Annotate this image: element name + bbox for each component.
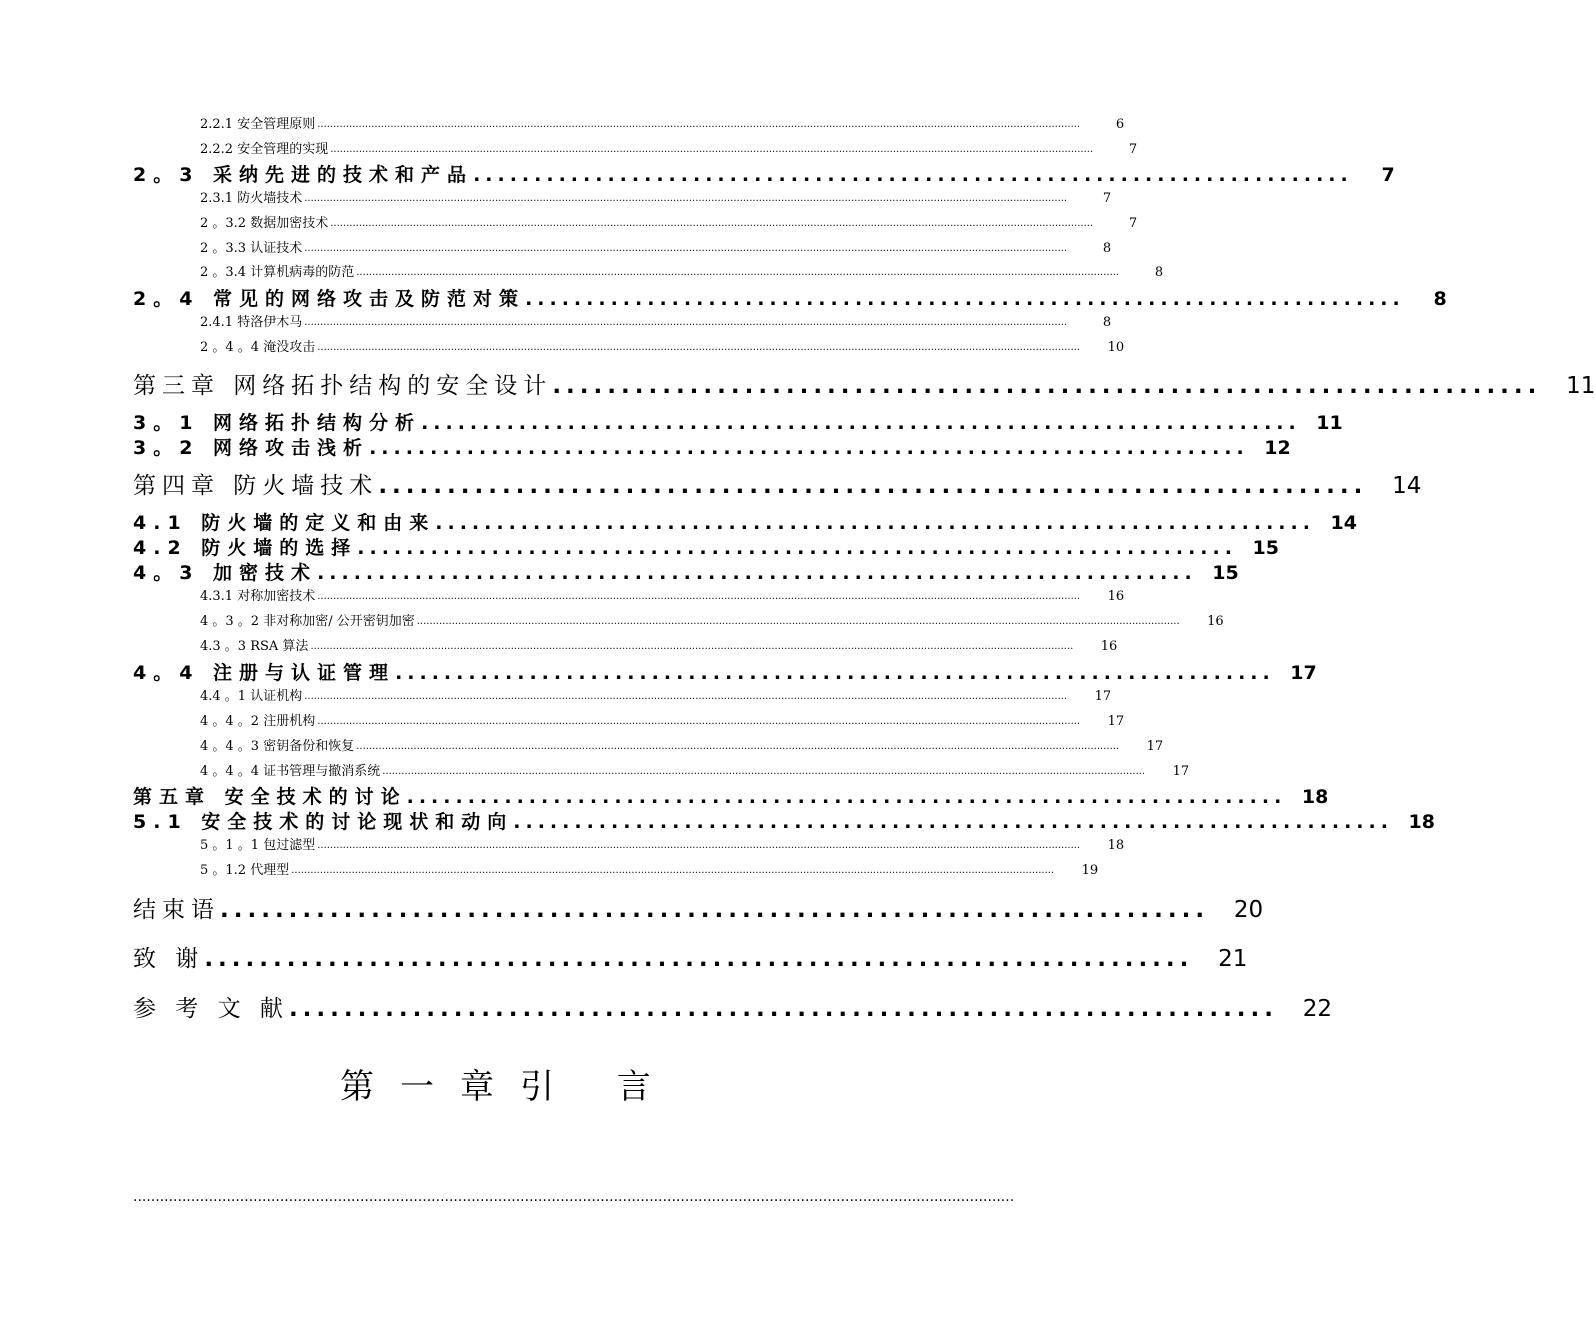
- toc-label: 参 考 文 献: [133, 996, 289, 1022]
- toc-page-number: 7: [1128, 142, 1138, 157]
- toc-entry[interactable]: [200, 115, 1125, 135]
- leader-dots: ................................................................................................................................................................................................................................................: [304, 691, 1068, 702]
- leader-dots: ........................................................................: [317, 562, 1197, 584]
- toc-chapter-entry[interactable]: [133, 992, 1333, 1026]
- toc-label: 2.2.2 安全管理的实现: [200, 142, 329, 157]
- toc-page-number: 19: [1081, 863, 1099, 878]
- toc-page-number: 18: [1107, 838, 1125, 853]
- toc-page-number: 11: [1566, 373, 1595, 399]
- toc-page-number: 15: [1252, 537, 1279, 559]
- leader-dots: ........................................................................: [378, 473, 1368, 499]
- leader-dots: ........................................................................: [525, 288, 1405, 310]
- leader-dots: ................................................................................................................................................................................................................................................: [317, 119, 1081, 130]
- toc-entry[interactable]: [200, 189, 1112, 209]
- toc-label: 2.4.1 特洛伊木马: [200, 315, 303, 330]
- toc-entry[interactable]: [200, 687, 1112, 707]
- toc-page-number: 14: [1330, 512, 1357, 534]
- toc-chapter-entry[interactable]: [133, 469, 1422, 503]
- toc-entry[interactable]: [200, 338, 1125, 358]
- toc-entry[interactable]: [200, 239, 1112, 259]
- toc-entry[interactable]: [200, 861, 1099, 881]
- leader-dots: ................................................................................................................................................................................................................................................: [317, 716, 1081, 727]
- toc-entry[interactable]: [133, 661, 1317, 685]
- toc-page-number: 17: [1146, 739, 1164, 754]
- toc-entry[interactable]: [133, 287, 1447, 311]
- toc-label: 2 。3.2 数据加密技术: [200, 216, 329, 231]
- leader-dots: ................................................................................................................................................................................................................................................: [304, 317, 1068, 328]
- leader-dots: ................................................................................................................................................................................................................................................: [382, 766, 1146, 777]
- toc-page-number: 22: [1302, 996, 1333, 1022]
- toc-entry[interactable]: [200, 313, 1112, 333]
- toc-entry[interactable]: [133, 436, 1291, 460]
- toc-page-number: 12: [1264, 437, 1291, 459]
- leader-dots: ................................................................................................................................................................................................................................................: [317, 840, 1081, 851]
- toc-page-number: 17: [1172, 764, 1190, 779]
- toc-entry[interactable]: [200, 637, 1118, 657]
- toc-page-number: 21: [1218, 946, 1248, 972]
- toc-label: 第三章 网络拓扑结构的安全设计: [133, 373, 553, 399]
- toc-entry[interactable]: [200, 712, 1125, 732]
- leader-dots: ........................................................................: [395, 662, 1275, 684]
- toc-label: 第四章 防火墙技术: [133, 473, 379, 499]
- toc-entry[interactable]: [133, 810, 1435, 834]
- toc-label: 2.3.1 防火墙技术: [200, 191, 303, 206]
- toc-page-number: 18: [1408, 811, 1435, 833]
- toc-label: 4 。4 。2 注册机构: [200, 714, 316, 729]
- toc-label: 致 谢: [133, 946, 205, 972]
- toc-page-number: 17: [1107, 714, 1125, 729]
- toc-entry[interactable]: [133, 511, 1357, 535]
- toc-entry[interactable]: [133, 163, 1395, 187]
- toc-label: 5 。1.2 代理型: [200, 863, 290, 878]
- toc-label: 5 。1 。1 包过滤型: [200, 838, 316, 853]
- toc-label: 4.1 防火墙的定义和由来: [133, 512, 436, 534]
- leader-dots: ................................................................................................................................................................................................................................................: [317, 342, 1081, 353]
- toc-entry[interactable]: [200, 737, 1164, 757]
- toc-page-number: 6: [1115, 117, 1125, 132]
- toc-page-number: 14: [1392, 473, 1422, 499]
- leader-dots: ........................................................................: [473, 164, 1353, 186]
- toc-entry[interactable]: [200, 612, 1224, 632]
- toc-entry[interactable]: [133, 536, 1279, 560]
- toc-page-number: 7: [1381, 164, 1395, 186]
- leader-dots: ......................................................................................................................................................................................................: [133, 1189, 1015, 1205]
- toc-label: 4.3 。3 RSA 算法: [200, 639, 309, 654]
- toc-entry[interactable]: [200, 587, 1125, 607]
- leader-dots: ........................................................................: [435, 512, 1315, 534]
- toc-label: 2。3 采纳先进的技术和产品: [133, 164, 474, 186]
- leader-dots: ........................................................................: [406, 786, 1287, 808]
- toc-label: 4.3.1 对称加密技术: [200, 589, 316, 604]
- toc-entry[interactable]: [133, 785, 1329, 809]
- toc-label: 4。4 注册与认证管理: [133, 662, 396, 684]
- leader-dots: ........................................................................: [357, 537, 1237, 559]
- leader-dots: ........................................................................: [220, 897, 1210, 923]
- toc-page-number: 11: [1316, 412, 1343, 434]
- toc-page-number: 16: [1207, 614, 1224, 629]
- toc-page-number: 7: [1128, 216, 1138, 231]
- leader-dots: ................................................................................................................................................................................................................................................: [304, 243, 1068, 254]
- toc-page-number: 15: [1212, 562, 1239, 584]
- toc-page-number: 16: [1107, 589, 1125, 604]
- toc-label: 3。2 网络攻击浅析: [133, 437, 370, 459]
- toc-label: 2.2.1 安全管理原则: [200, 117, 316, 132]
- toc-page-number: 10: [1107, 340, 1125, 355]
- leader-dots: ................................................................................................................................................................................................................................................: [356, 741, 1120, 752]
- toc-label: 4。3 加密技术: [133, 562, 318, 584]
- leader-dots: ................................................................................................................................................................................................................................................: [304, 193, 1068, 204]
- leader-dots: ................................................................................................................................................................................................................................................: [310, 641, 1074, 652]
- chapter-title: 第一章引 言: [340, 1067, 677, 1107]
- toc-label: 2。4 常见的网络攻击及防范对策: [133, 288, 526, 310]
- leader-dots: ................................................................................................................................................................................................................................................: [356, 267, 1120, 278]
- toc-page-number: 20: [1233, 897, 1264, 923]
- toc-label: 4.4 。1 认证机构: [200, 689, 303, 704]
- toc-chapter-entry[interactable]: [133, 942, 1248, 976]
- leader-dots: ........................................................................: [513, 811, 1393, 833]
- toc-entry[interactable]: [133, 411, 1343, 435]
- toc-page-number: 8: [1102, 241, 1112, 256]
- leader-dots: ................................................................................................................................................................................................................................................: [330, 144, 1094, 155]
- toc-page-number: 17: [1290, 662, 1317, 684]
- toc-entry[interactable]: [133, 561, 1239, 585]
- toc-label: 2 。4 。4 淹没攻击: [200, 340, 316, 355]
- toc-label: 3。1 网络拓扑结构分析: [133, 412, 422, 434]
- toc-chapter-entry[interactable]: [133, 893, 1264, 927]
- toc-label: 5.1 安全技术的讨论现状和动向: [133, 811, 514, 833]
- leader-dots: ........................................................................: [288, 996, 1279, 1022]
- leader-dots: ................................................................................................................................................................................................................................................: [317, 591, 1081, 602]
- toc-label: 第五章 安全技术的讨论: [133, 786, 407, 808]
- toc-page-number: 8: [1154, 265, 1164, 280]
- toc-page-number: 8: [1102, 315, 1112, 330]
- leader-dots: ................................................................................................................................................................................................................................................: [416, 616, 1180, 627]
- toc-page-number: 18: [1301, 786, 1329, 808]
- leader-dots: ........................................................................: [421, 412, 1301, 434]
- toc-label: 4 。4 。3 密钥备份和恢复: [200, 739, 355, 754]
- toc-page-number: 16: [1100, 639, 1118, 654]
- toc-label: 4 。4 。4 证书管理与撤消系统: [200, 764, 381, 779]
- toc-page-number: 7: [1102, 191, 1112, 206]
- leader-dots: ........................................................................: [204, 946, 1194, 972]
- leader-dots: ........................................................................: [552, 373, 1542, 399]
- toc-page-number: 8: [1433, 288, 1447, 310]
- toc-label: 4 。3 。2 非对称加密/ 公开密钥加密: [200, 614, 415, 629]
- leader-dots: ................................................................................................................................................................................................................................................: [291, 865, 1055, 876]
- leader-dots: ................................................................................................................................................................................................................................................: [330, 218, 1094, 229]
- toc-entry[interactable]: [200, 836, 1125, 856]
- toc-chapter-entry[interactable]: [133, 369, 1595, 403]
- toc-entry[interactable]: [200, 263, 1164, 283]
- toc-entry[interactable]: [200, 762, 1190, 782]
- leader-dots: ........................................................................: [369, 437, 1249, 459]
- toc-page-number: 17: [1094, 689, 1112, 704]
- toc-label: 2 。3.3 认证技术: [200, 241, 303, 256]
- toc-entry[interactable]: [200, 140, 1138, 160]
- toc-label: 2 。3.4 计算机病毒的防范: [200, 265, 355, 280]
- toc-entry[interactable]: [200, 214, 1138, 234]
- toc-label: 结束语: [133, 897, 220, 923]
- toc-label: 4.2 防火墙的选择: [133, 537, 358, 559]
